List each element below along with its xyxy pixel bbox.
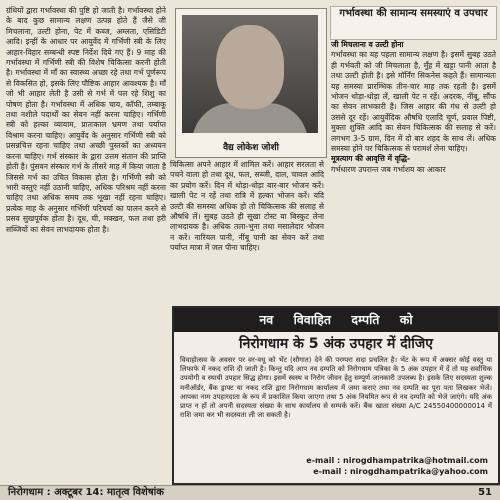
section-title-box bbox=[330, 6, 497, 40]
middle-column bbox=[170, 160, 324, 306]
left-column-text: ग्रंथियों द्वारा गर्भावस्था की पुष्टि हो जाती है। गर्भावस्था होने के बाद कुछ सामान्य लक्षण उत्पन्न होते हैं जैसे जी मिचलाना, उल्टी होना, पेट में कब्ज, अम्लता, एसिडिटी आदि। इन्हीं के आधार पर आयुर्वेद में गर्भिणी स्त्री के लिए आहार-विहार सम्बन्धी स्पष्ट निर्देश दिये गए हैं। 9 माह की गर्भावस्था में गर्भिणी स्त्री की विशेष चिकित्सा करनी होती है। गर्भावस्था में मॉं का स्वास्थ्य अच्छा रहे तथा गर्भ पूर्णरूप से विकसित हो, इसके लिए पौष्टिक आहार आवश्यक है। माँ जो भी आहार लेती है उसी से गर्भ में पल रहे शिशु का पोषण होता है। गर्भावस्था में अधिक चाय, कॉफी, तम्बाकू तथा नशीले पदार्थों का सेवन नहीं करना चाहिए। गर्भिणी स्त्री को हल्का व्यायाम, प्रातःकाल भ्रमण तथा पर्याप्त विश्राम करना चाहिए। आयुर्वेद के अनुसार गर्भिणी स्त्री को प्रसन्नचित्त रहना चाहिए तथा अच्छी पुस्तकों का अध्ययन करना चाहिए। गर्भ संस्कार के द्वारा उत्तम संतान की प्राप्ति होती है। पुंसवन संस्कार गर्भ के तीसरे माह में किया जाता है जिससे गर्भ का उचित विकास होता है। गर्भिणी स्त्री को भारी वस्तुएं नहीं उठानी चाहिए, अधिक परिश्रम नहीं करना चाहिए तथा अधिक समय तक भूखा नहीं रहना चाहिए। प्रत्येक माह के अनुसार गर्भिणी परिचर्या का पालन करने से प्रसव सुखपूर्वक होता है। दूध, घी, मक्खन, फल तथा हरी सब्जियों का सेवन लाभदायक होता है। bbox=[6, 6, 166, 234]
gift-offer-banner bbox=[172, 306, 500, 485]
banner-title: निरोगधाम के 5 अंक उपहार में दीजिए bbox=[238, 336, 434, 352]
page-footer bbox=[0, 485, 500, 500]
right-column-text-2: गर्भधारण उपरान्त जब गर्भाशय का आकार bbox=[331, 164, 446, 174]
ribbon-word-2: विवाहित bbox=[293, 312, 331, 327]
subhead-urination: मूत्रत्याग की आवृत्ति में वृद्धि- bbox=[331, 154, 411, 164]
photo-face bbox=[216, 25, 284, 109]
email-yahoo[interactable]: e-mail : nirogdhampatrika@yahoo.com bbox=[313, 467, 488, 476]
right-column bbox=[331, 40, 496, 305]
author-photo bbox=[182, 15, 318, 133]
ribbon-word-3: दम्पति bbox=[351, 312, 380, 327]
middle-column-text: चिकित्सा अपने आहार में शामिल करें। आहार सरलता से पचने वाला हो तथा दूध, फल, सब्जी, दाल, चावल आदि का प्रयोग करें। दिन में थोड़ा-थोड़ा बार-बार भोजन करें। खाली पेट न रहें तथा रात्रि में हल्का भोजन करें। यदि उल्टी की समस्या अधिक हो तो चिकित्सक की सलाह से औषधि लें। सुबह उठते ही सूखा टोस्ट या बिस्कुट लेना लाभदायक है। अधिक तला-भुना तथा मसालेदार भोजन न करें। नारियल पानी, नींबू पानी का सेवन करें तथा पर्याप्त मात्रा में जल पीना चाहिए। bbox=[170, 160, 324, 253]
right-column-text-1: गर्भावस्था का यह पहला सामान्य लक्षण है। इसमें सुबह उठते ही गर्भवती को जी मिचलाता है, मुँह में खट्टा पानी आता है तथा उल्टी होती है। इसे मॉर्निंग सिकनेस कहते हैं। सामान्यतः यह समस्या प्रारम्भिक तीन-चार माह तक रहती है। इसमें भोजन थोड़ा-थोड़ा लें, खाली पेट न रहें। अदरक, नींबू, सौंफ का सेवन लाभकारी है। जिस आहार की गंध से उल्टी हो उससे दूर रहें। आयुर्वेदिक औषधि एलादि चूर्ण, प्रवाल पिष्टी, मुक्ता शुक्ति आदि का सेवन चिकित्सक की सलाह से करें। लगभग 3-5 ग्राम, दिन में दो बार शहद के साथ लें। अधिक समस्या होने पर चिकित्सक से परामर्श लेना चाहिए। bbox=[331, 50, 496, 154]
banner-ribbon bbox=[174, 308, 498, 332]
author-photo-box bbox=[175, 8, 327, 158]
banner-body: विवाहोत्सव के अवसर पर वर-वधू को भेंट (सौगात) देने की परम्परा सदा प्रचलित है। भेंट के रूप में अक्सर कोई वस्तु या लिफाफे में नकद राशि दी जाती है। किन्तु यदि आप नव दम्पति को निरोगधाम पत्रिका के 5 अंक उपहार में दें तो यह सर्वाधिक उपयोगी व स्थायी उपहार सिद्ध होगा। इसमें स्वस्थ व निरोग जीवन हेतु सम्पूर्ण जानकारी उपलब्ध है। इसके लिए सदस्यता शुल्क मनीऑर्डर, बैंक ड्राफ्ट या नकद राशि द्वारा निरोगधाम कार्यालय में जमा कराएं तथा नव दम्पति का पूरा पता लिखकर भेजें। आपका नाम उपहारदाता के रूप में प्रकाशित किया जाएगा तथा 5 अंक नियमित रूप से नव दम्पति को भेजे जाएंगे। यदि अंक प्राप्त न हों तो अपनी सदस्यता संख्या के साथ कार्यालय से सम्पर्क करें। बैंक खाता संख्या A/C 24550400000014 में राशि जमा कर भी सदस्यता ली जा सकती है। bbox=[180, 356, 492, 420]
footer-issue: निरोगधाम : अक्टूबर 14: मातृत्व विशेषांक bbox=[8, 487, 164, 498]
section-title: गर्भावस्था की सामान्य समस्याएं व उपचार bbox=[339, 8, 488, 19]
banner-emails bbox=[306, 455, 488, 477]
ribbon-word-1: नव bbox=[259, 312, 274, 327]
email-hotmail[interactable]: e-mail : nirogdhampatrika@hotmail.com bbox=[306, 456, 488, 465]
left-column bbox=[6, 6, 166, 488]
footer-page-number: 51 bbox=[478, 487, 492, 498]
photo-caption: वैद्य लोकेश जोशी bbox=[223, 143, 279, 153]
subhead-nausea: जी मिचलाना व उल्टी होना bbox=[331, 40, 404, 49]
ribbon-word-4: को bbox=[399, 312, 413, 327]
